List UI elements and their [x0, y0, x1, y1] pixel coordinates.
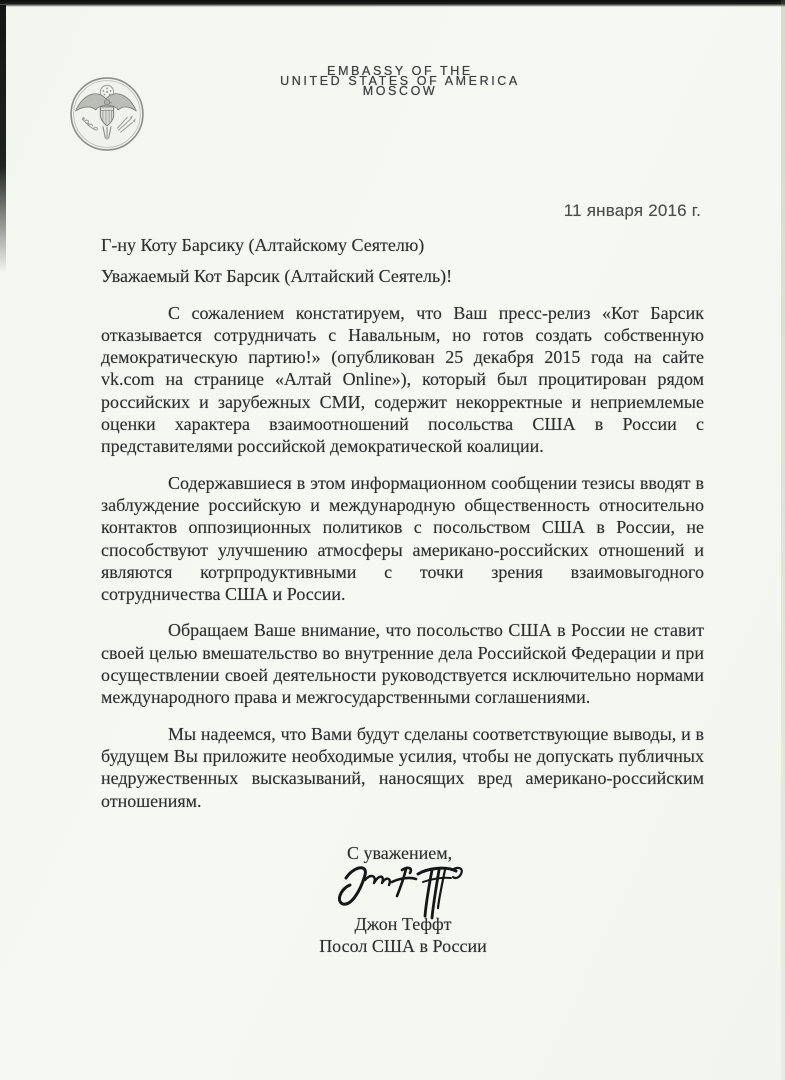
scan-edge-top	[0, 0, 785, 7]
letter-body	[101, 234, 704, 812]
salutation-line: Уважаемый Кот Барсик (Алтайский Сеятель)!	[101, 266, 453, 287]
letterhead-line-3: MOSCOW	[362, 84, 438, 98]
handwritten-signature-icon	[328, 858, 476, 922]
scan-edge-left	[0, 5, 6, 273]
signer-name: Джон Теффт	[354, 914, 452, 934]
paragraph-4: Мы надеемся, что Вами будут сделаны соответствующие выводы, и в будущем Вы приложите необходимые усилия, чтобы не допускать публичных недружественных высказываний, наносящих вред американо-российским отношениям.	[101, 723, 704, 811]
paragraph-3: Обращаем Ваше внимание, что посольство США в России не ставит своей целью вмешательство во внутренние дела Российской Федерации и при осуществлении своей деятельности руководствуется исключительно нормами международного права и межгосударственными соглашениями.	[101, 620, 704, 708]
letterhead	[0, 66, 785, 96]
recipient-line: Г-ну Коту Барсику (Алтайскому Сеятелю)	[101, 235, 425, 255]
paragraph-1: С сожалением констатируем, что Ваш пресс-релиз «Кот Барсик отказывается сотрудничать с Навальным, но готов создать собственную демократическую партию!» (опубликован 25 декабря 2015 года на сайте vk.com на странице «Алтай Online»), который был процитирован рядом российских и зарубежных СМИ, содержит некорректные и неприемлемые оценки характера взаимоотношений посольства США в России с представителями российской демократической коалиции.	[101, 302, 704, 457]
letterhead-line-1: EMBASSY OF THE	[327, 64, 473, 78]
letter-date: 11 января 2016 г.	[563, 201, 701, 220]
scan-edge-right	[781, 0, 785, 1080]
paragraph-2: Содержавшиеся в этом информационном сообщении тезисы вводят в заблуждение российскую и международную общественность относительно контактов оппозиционных политиков с посольством США в России, не способствуют улучшению атмосферы американо-российских отношений и являются котрпродуктивными с точки зрения взаимовыгодного сотрудничества США и России.	[101, 472, 704, 605]
closing-line: С уважением,	[347, 843, 453, 863]
signer-title: Посол США в России	[319, 936, 487, 956]
letterhead-line-2: UNITED STATES OF AMERICA	[280, 74, 520, 88]
